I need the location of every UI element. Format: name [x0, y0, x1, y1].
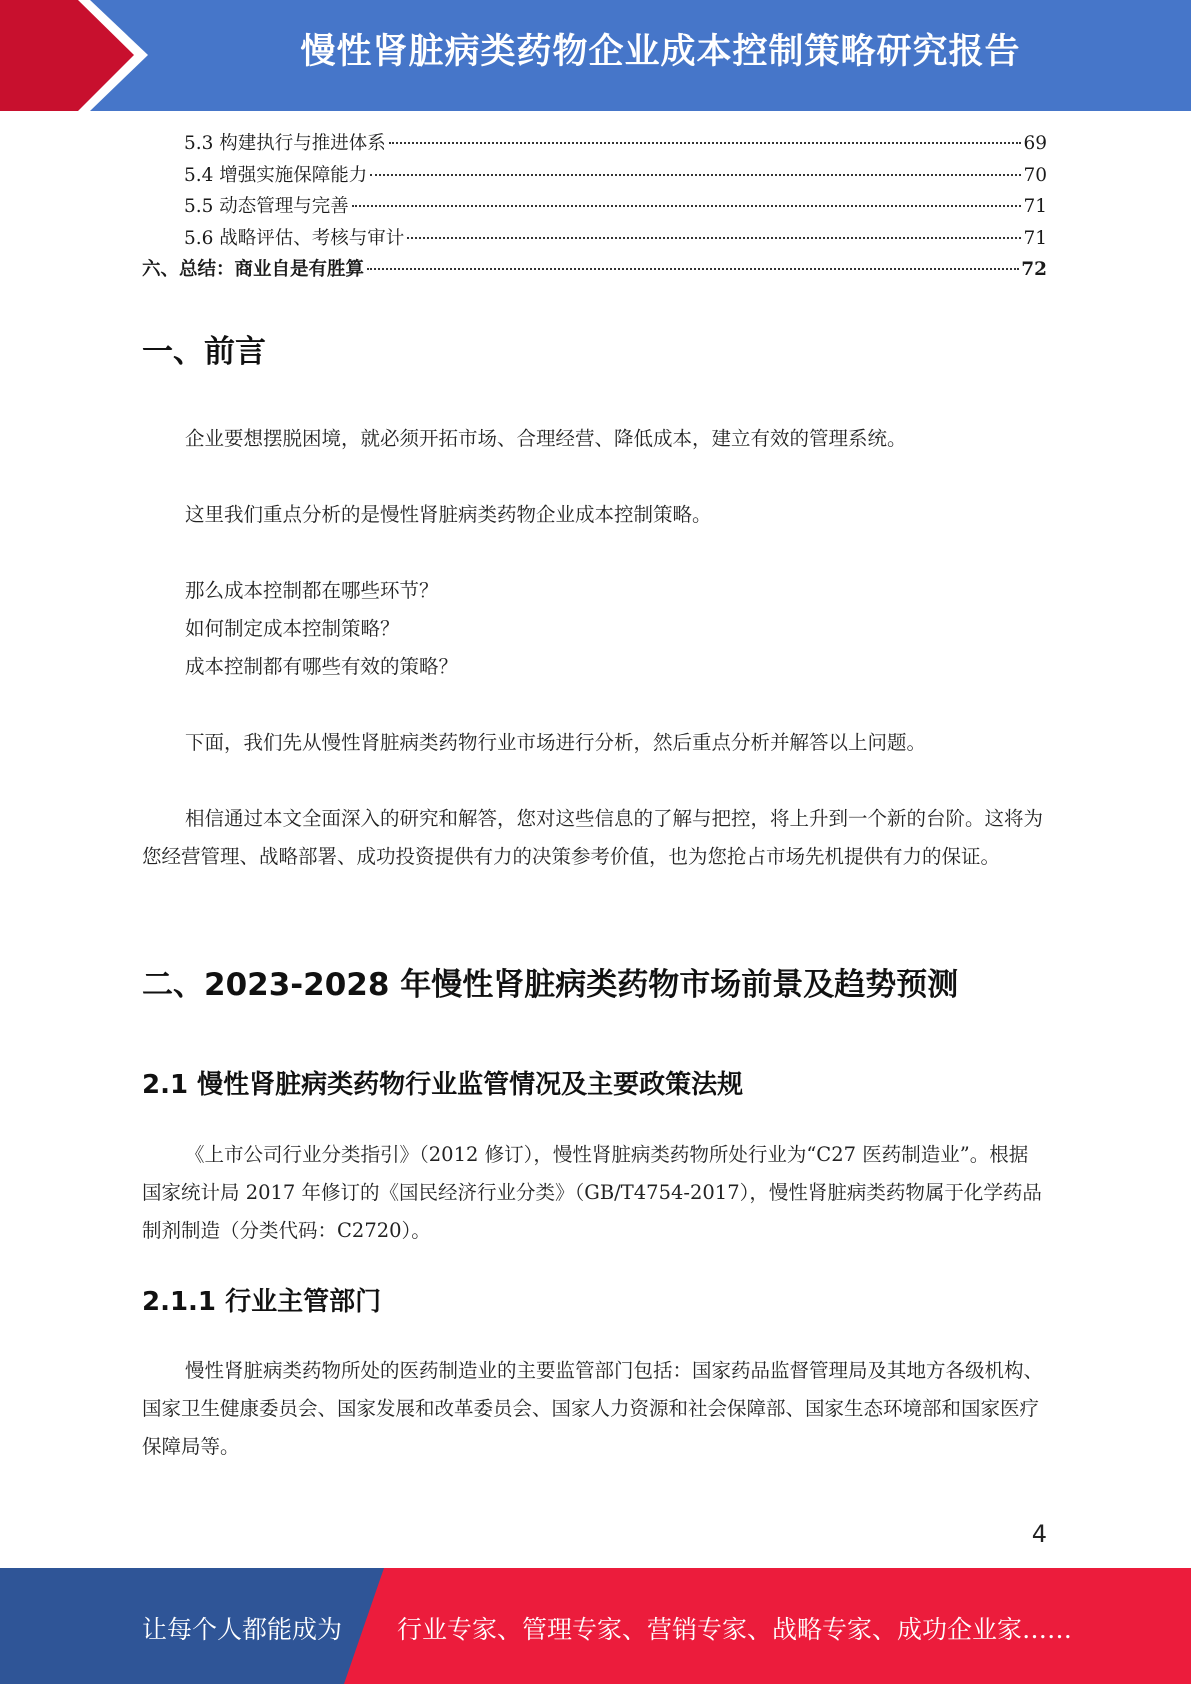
- paragraph: 下面，我们先从慢性肾脏病类药物行业市场进行分析，然后重点分析并解答以上问题。: [185, 731, 927, 754]
- toc-leader-dots: [407, 237, 1021, 239]
- subsection-heading-regulation: 2.1 慢性肾脏病类药物行业监管情况及主要政策法规: [142, 1070, 744, 1100]
- toc-entry-page: 71: [1023, 227, 1047, 249]
- toc-leader-dots: [352, 205, 1022, 207]
- question-line: 如何制定成本控制策略？: [185, 617, 400, 640]
- toc-entry-page: 71: [1023, 196, 1047, 217]
- toc-leader-dots: [389, 142, 1022, 144]
- footer-slogan-left: 让每个人都能成为: [142, 1615, 343, 1644]
- paragraph: 相信通过本文全面深入的研究和解答，您对这些信息的了解与把控，将上升到一个新的台阶。这将为您经营管理、战略部署、成功投资提供有力的决策参考价值，也为您抢占市场先机提供有力的保证。: [142, 807, 1044, 868]
- toc-leader-dots: [367, 268, 1019, 270]
- toc-entry[interactable]: [142, 161, 1047, 193]
- table-of-contents: [142, 129, 1047, 287]
- toc-entry[interactable]: [142, 224, 1047, 256]
- toc-entry-label: 5.5 动态管理与完善: [184, 196, 349, 217]
- paragraph: 企业要想摆脱困境，就必须开拓市场、合理经营、降低成本，建立有效的管理系统。: [185, 427, 907, 450]
- paragraph: 慢性肾脏病类药物所处的医药制造业的主要监管部门包括：国家药品监督管理局及其地方各级机构、国家卫生健康委员会、国家发展和改革委员会、国家人力资源和社会保障部、国家生态环境部和国家医疗保障局等。: [142, 1359, 1044, 1458]
- page-header: [0, 0, 1191, 111]
- toc-entry-page: 69: [1023, 133, 1047, 154]
- toc-entry[interactable]: [142, 192, 1047, 224]
- toc-entry[interactable]: [142, 255, 1047, 287]
- section-heading-preface: 一、前言: [142, 334, 266, 370]
- paragraph: 这里我们重点分析的是慢性肾脏病类药物企业成本控制策略。: [185, 503, 712, 526]
- toc-entry-label: 5.6 战略评估、考核与审计: [184, 227, 405, 249]
- paragraph: 《上市公司行业分类指引》（2012 修订），慢性肾脏病类药物所处行业为“C27 医药制造业”。根据国家统计局 2017 年修订的《国民经济行业分类》（GB/T4754-2017），慢性肾脏病类药物属于化学药品制剂制造（分类代码：C2720）。: [142, 1143, 1042, 1242]
- toc-entry[interactable]: [142, 129, 1047, 161]
- toc-entry-label: 5.4 增强实施保障能力: [184, 164, 368, 186]
- toc-entry-page: 72: [1021, 259, 1047, 280]
- page-footer: [0, 1568, 1191, 1684]
- footer-slogan-right: 行业专家、管理专家、营销专家、战略专家、成功企业家……: [397, 1615, 1073, 1644]
- header-title: 慢性肾脏病类药物企业成本控制策略研究报告: [300, 32, 1021, 72]
- question-line: 那么成本控制都在哪些环节？: [185, 579, 439, 602]
- toc-entry-label: 六、总结：商业自是有胜算: [142, 259, 365, 280]
- question-line: 成本控制都有哪些有效的策略？: [185, 655, 459, 678]
- toc-entry-page: 70: [1023, 164, 1047, 186]
- toc-entry-label: 5.3 构建执行与推进体系: [184, 133, 386, 154]
- subsection-heading-authorities: 2.1.1 行业主管部门: [142, 1287, 382, 1317]
- toc-leader-dots: [370, 174, 1021, 176]
- page-number: 4: [1031, 1520, 1047, 1548]
- section-heading-market-outlook: 二、2023-2028 年慢性肾脏病类药物市场前景及趋势预测: [142, 967, 959, 1003]
